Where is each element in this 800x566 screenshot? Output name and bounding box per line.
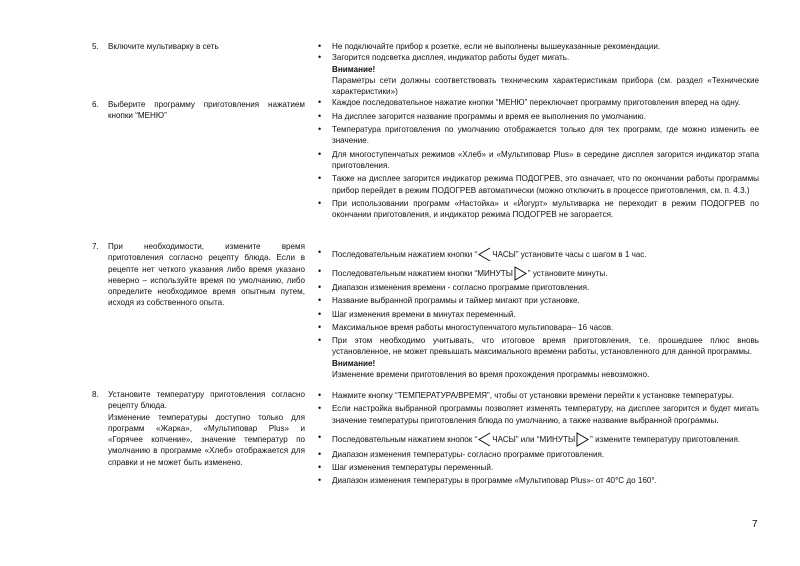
text-part: Последовательным нажатием кнопки “МИНУТЫ bbox=[332, 269, 513, 278]
list-item: • Шаг изменения времени в минутах переменный. bbox=[318, 309, 759, 320]
list-item: • Нажмите кнопку “ТЕМПЕРАТУРА/ВРЕМЯ”, чтобы от установки времени перейти к установке температуры. bbox=[318, 390, 759, 401]
triangle-left-icon bbox=[478, 432, 491, 447]
list-item bbox=[318, 432, 759, 447]
notes-step-8 bbox=[318, 390, 759, 487]
attention-text: Параметры сети должны соответствовать техническим характеристикам прибора (см. раздел «Технические характеристики») bbox=[332, 75, 759, 97]
text-part: ” измените температуру приготовления. bbox=[590, 434, 741, 444]
text-part: ЧАСЫ” или “МИНУТЫ bbox=[492, 434, 576, 444]
list-item: • Диапазон изменения времени - согласно программе приготовления. bbox=[318, 282, 759, 293]
page-number: 7 bbox=[752, 519, 758, 530]
text-part: ЧАСЫ” установите часы с шагом в 1 час. bbox=[492, 250, 647, 259]
list-item: • Также на дисплее загорится индикатор режима ПОДОГРЕВ, это означает, что по окончании работы программы прибор перейдет в режим ПОДОГРЕВ автоматически (можно отключить в процессе приготовления, см. п. 4.3.) bbox=[318, 173, 759, 196]
list-item: • Максимальное время работы многоступенчатого мультиповара– 16 часов. bbox=[318, 322, 759, 333]
step-8 bbox=[92, 389, 305, 468]
list-item: • Для многоступенчатых режимов «Хлеб» и «Мультиповар Plus» в середине дисплея загорится индикатор этапа приготовления. bbox=[318, 149, 759, 172]
step-5 bbox=[92, 41, 305, 52]
list-item bbox=[318, 266, 759, 281]
list-item: • Каждое последовательное нажатие кнопки “МЕНЮ” переключает программу приготовления вперед на одну. bbox=[318, 97, 759, 108]
text-part: Последовательным нажатием кнопки “ bbox=[332, 250, 478, 259]
step-7 bbox=[92, 241, 305, 309]
step-number: 5. bbox=[92, 42, 99, 51]
step-text: Включите мультиварку в сеть bbox=[108, 42, 219, 51]
step-text: Установите температуру приготовления согласно рецепту блюда. bbox=[108, 390, 305, 411]
list-item: • Диапазон изменения температуры в программе «Мультиповар Plus»- от 40°С до 160°. bbox=[318, 475, 759, 486]
step-note: Изменение температуры доступно только для программ «Жарка», «Мультиповар Plus» и «Горячее копчение», значение температур по умолчанию в программе «Хлеб» отображается для справки и не может быть изменено. bbox=[108, 412, 305, 467]
list-item: • Если настройка выбранной программы позволяет изменять температуру, на дисплее загорится и будет мигать значение температуры приготовления блюда по умолчанию, а также название выбранной программы. bbox=[318, 403, 759, 426]
triangle-right-icon bbox=[514, 266, 527, 281]
step-6 bbox=[92, 99, 305, 122]
list-item: • Диапазон изменения температуры- согласно программе приготовления. bbox=[318, 449, 759, 460]
list-item: • Не подключайте прибор к розетке, если не выполнены вышеуказанные рекомендации. bbox=[318, 41, 759, 52]
triangle-left-icon bbox=[478, 247, 491, 262]
step-text: Выберите программу приготовления нажатием кнопки “МЕНЮ” bbox=[108, 100, 305, 121]
list-item: • При использовании программ «Настойка» и «Йогурт» мультиварка не переходит в режим ПОДОГРЕВ по окончании приготовления, и индикатор режима ПОДОГРЕВ не загорается. bbox=[318, 198, 759, 221]
triangle-right-icon bbox=[576, 432, 589, 447]
step-number: 6. bbox=[92, 100, 99, 109]
attention-text: Изменение времени приготовления во время прохождения программы невозможно. bbox=[332, 370, 650, 380]
text-part: Последовательным нажатием кнопок “ bbox=[332, 434, 478, 444]
step-number: 7. bbox=[92, 242, 99, 251]
list-item: • При этом необходимо учитывать, что итоговое время приготовления, т.е. прошедшее плюс вновь установленное, не может превышать максимального времени работы, установленного для данной программы. bbox=[318, 335, 759, 358]
notes-steps-5-6 bbox=[318, 41, 759, 220]
attention-heading: Внимание! bbox=[332, 358, 376, 368]
attention-heading: Внимание! bbox=[332, 64, 376, 74]
list-item: • Название выбранной программы и таймер мигают при установке. bbox=[318, 295, 759, 306]
text-part: ” установите минуты. bbox=[527, 269, 608, 278]
list-item bbox=[318, 247, 759, 262]
list-item: • Загорится подсветка дисплея, индикатор работы будет мигать. bbox=[318, 52, 759, 63]
step-text: При необходимости, измените время приготовления согласно рецепту блюда. Если в рецепте нет четкого указания либо время указано неверно – используйте время по умолчанию, либо определите необходимое время опытным путем, исходя из собственного опыта. bbox=[108, 242, 305, 308]
list-item: • Шаг изменения температуры переменный. bbox=[318, 462, 759, 473]
notes-step-7 bbox=[318, 247, 759, 380]
step-number: 8. bbox=[92, 390, 99, 399]
list-item: • Температура приготовления по умолчанию отображается только для тех программ, где можно изменить ее значение. bbox=[318, 124, 759, 147]
list-item: • На дисплее загорится название программы и время ее выполнения по умолчанию. bbox=[318, 111, 759, 122]
